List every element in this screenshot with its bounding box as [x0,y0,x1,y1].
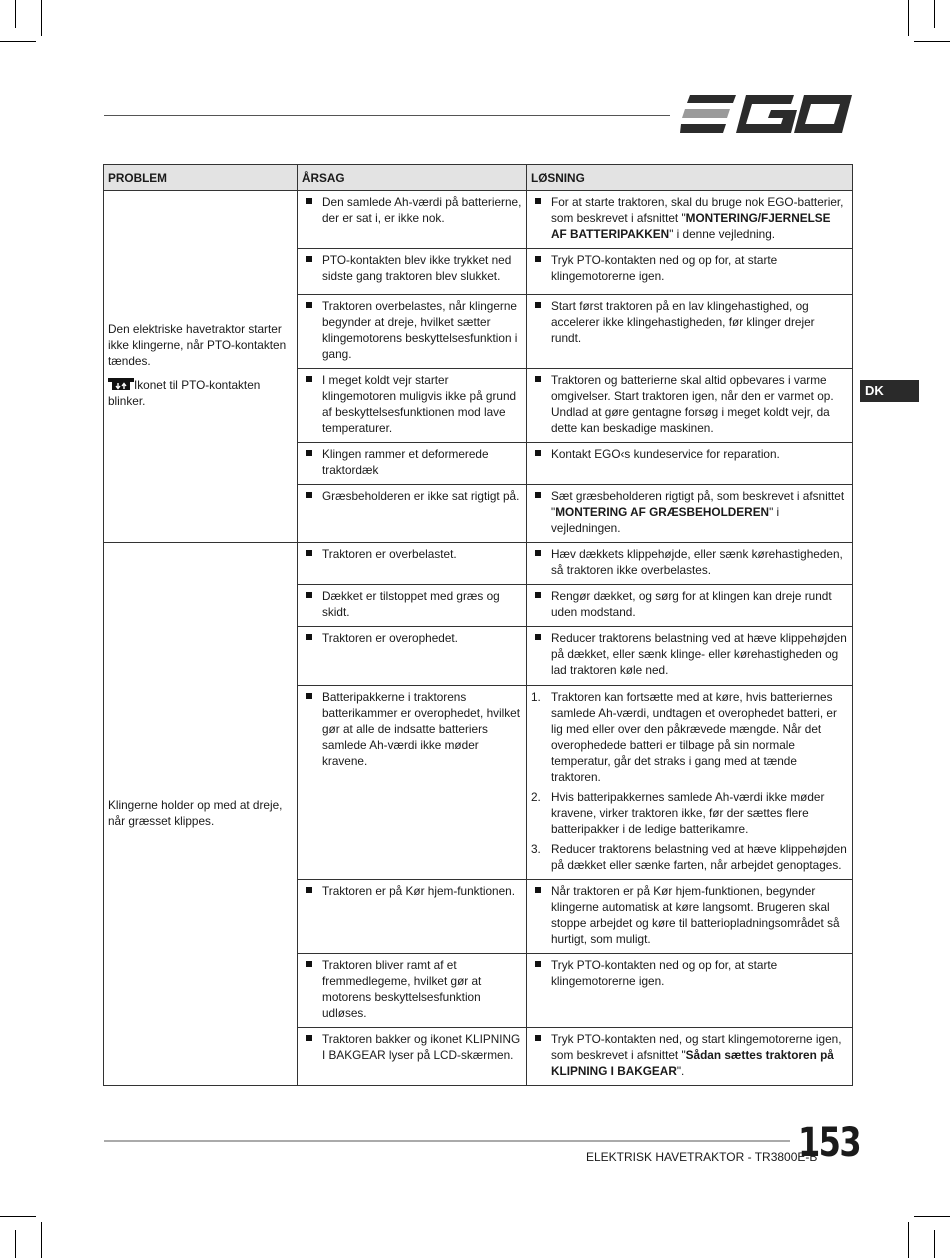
crop-mark [934,1230,935,1258]
crop-mark [908,1222,909,1258]
numbered-step: 1. Traktoren kan fortsætte med at køre, hvis batteriernes samlede Ah-værdi, undtagen et overophedet batteri, er lig med eller over den påkrævede mængde. Når det overophedede batteri er tilbage på sin normale temperatur, går det straks i gang med at tænde traktoren. [531,690,837,784]
cause-cell: Traktoren bliver ramt af et fremmedlegeme, hvilket gør at motorens beskyttelsesfunktion udløses. [298,954,527,1028]
solution-cell: For at starte traktoren, skal du bruge nok EGO-batterier, som beskrevet i afsnittet "MONTERING/FJERNELSE AF BATTERIPAKKEN" i denne vejledning. [527,191,853,249]
cause-cell: Traktoren er overbelastet. [298,543,527,585]
problem-cell [104,191,298,543]
cause-cell: Den samlede Ah-værdi på batterierne, der er sat i, er ikke nok. [298,191,527,249]
problem-note: Ikonet til PTO-kontakten blinker. [108,378,261,408]
crop-mark [0,41,36,42]
header-rule [104,115,670,116]
cause-cell: Traktoren overbelastes, når klingerne begynder at dreje, hvilket sætter klingemotorens beskyttelsesfunktion i gang. [298,295,527,369]
solution-cell: Tryk PTO-kontakten ned, og start klingemotorerne igen, som beskrevet i afsnittet "Sådan sættes traktoren på KLIPNING I BAKGEAR". [527,1028,853,1086]
table-header-row [104,165,853,191]
crop-mark [934,0,935,28]
solution-cell: Sæt græsbeholderen rigtigt på, som beskrevet i afsnittet "MONTERING AF GRÆSBEHOLDEREN" i vejledningen. [527,485,853,543]
cause-cell: Græsbeholderen er ikke sat rigtigt på. [298,485,527,543]
language-tab: DK [860,380,919,402]
solution-cell: Start først traktoren på en lav klingehastighed, og accelerer ikke klingehastigheden, før klinger drejer rundt. [527,295,853,369]
header-cause: ÅRSAG [298,165,527,191]
crop-mark [914,41,950,42]
crop-mark [41,1222,42,1258]
solution-cell: Når traktoren er på Kør hjem-funktionen, begynder klingerne automatisk at køre langsomt. Brugeren skal stoppe arbejdet og køre til batteriopladningsområdet så hurtigt, som muligt. [527,880,853,954]
solution-cell: Rengør dækket, og sørg for at klingen kan dreje rundt uden modstand. [527,585,853,627]
solution-cell: Tryk PTO-kontakten ned og op for, at starte klingemotorerne igen. [527,954,853,1028]
crop-mark [908,0,909,36]
problem-cell [104,543,298,1086]
footer-rule [104,1140,790,1142]
solution-cell: Traktoren og batterierne skal altid opbevares i varme omgivelser. Start traktoren igen, når den er varmet op. Undlad at gøre gentagne forsøg i meget koldt vejr, da dette kan beskadige maskinen. [527,369,853,443]
cause-cell: Dækket er tilstoppet med græs og skidt. [298,585,527,627]
footer-title: ELEKTRISK HAVETRAKTOR - TR3800E-B [586,1150,818,1164]
page-number: 153 [798,1120,860,1166]
crop-mark [15,0,16,28]
problem-text: Den elektriske havetraktor starter ikke klingerne, når PTO-kontakten tændes. [108,322,287,368]
cause-cell: Klingen rammer et deformerede traktordæk [298,443,527,485]
header-problem: PROBLEM [104,165,298,191]
cause-cell: I meget koldt vejr starter klingemotoren muligvis ikke på grund af beskyttelsesfunktionen mod lave temperaturer. [298,369,527,443]
ego-logo [680,92,852,136]
header-solution: LØSNING [527,165,853,191]
solution-cell: Reducer traktorens belastning ved at hæve klippehøjden på dækket, eller sænk klinge- eller kørehastigheden og lad traktoren køle ned. [527,627,853,686]
crop-mark [914,1216,950,1217]
pto-switch-icon [108,378,134,390]
cause-cell: Traktoren er overophedet. [298,627,527,686]
cause-cell: Traktoren bakker og ikonet KLIPNING I BAKGEAR lyser på LCD-skærmen. [298,1028,527,1086]
cause-cell: PTO-kontakten blev ikke trykket ned sidste gang traktoren blev slukket. [298,249,527,295]
troubleshooting-table [103,164,853,1086]
cause-cell: Traktoren er på Kør hjem-funktionen. [298,880,527,954]
table-row [104,191,853,249]
crop-mark [15,1230,16,1258]
problem-text: Klingerne holder op med at dreje, når græsset klippes. [108,797,283,828]
crop-mark [41,0,42,36]
solution-cell: Hæv dækkets klippehøjde, eller sænk kørehastigheden, så traktoren ikke overbelastes. [527,543,853,585]
solution-cell: Kontakt EGO‹s kundeservice for reparation. [527,443,853,485]
solution-cell [527,686,853,880]
crop-mark [0,1216,36,1217]
numbered-step: 2. Hvis batteripakkernes samlede Ah-værdi ikke møder kravene, virker traktoren ikke, før der sættes flere batteripakker i de ledige batterikamre. [531,790,825,836]
numbered-step: 3. Reducer traktorens belastning ved at hæve klippehøjden på dækket eller sænke farten, når arbejdet genoptages. [531,842,847,872]
cause-cell: Batteripakkerne i traktorens batterikammer er overophedet, hvilket gør at alle de indsatte batteriers samlede Ah-værdi ikke møder kravene. [298,686,527,880]
table-row [104,543,853,585]
solution-cell: Tryk PTO-kontakten ned og op for, at starte klingemotorerne igen. [527,249,853,295]
